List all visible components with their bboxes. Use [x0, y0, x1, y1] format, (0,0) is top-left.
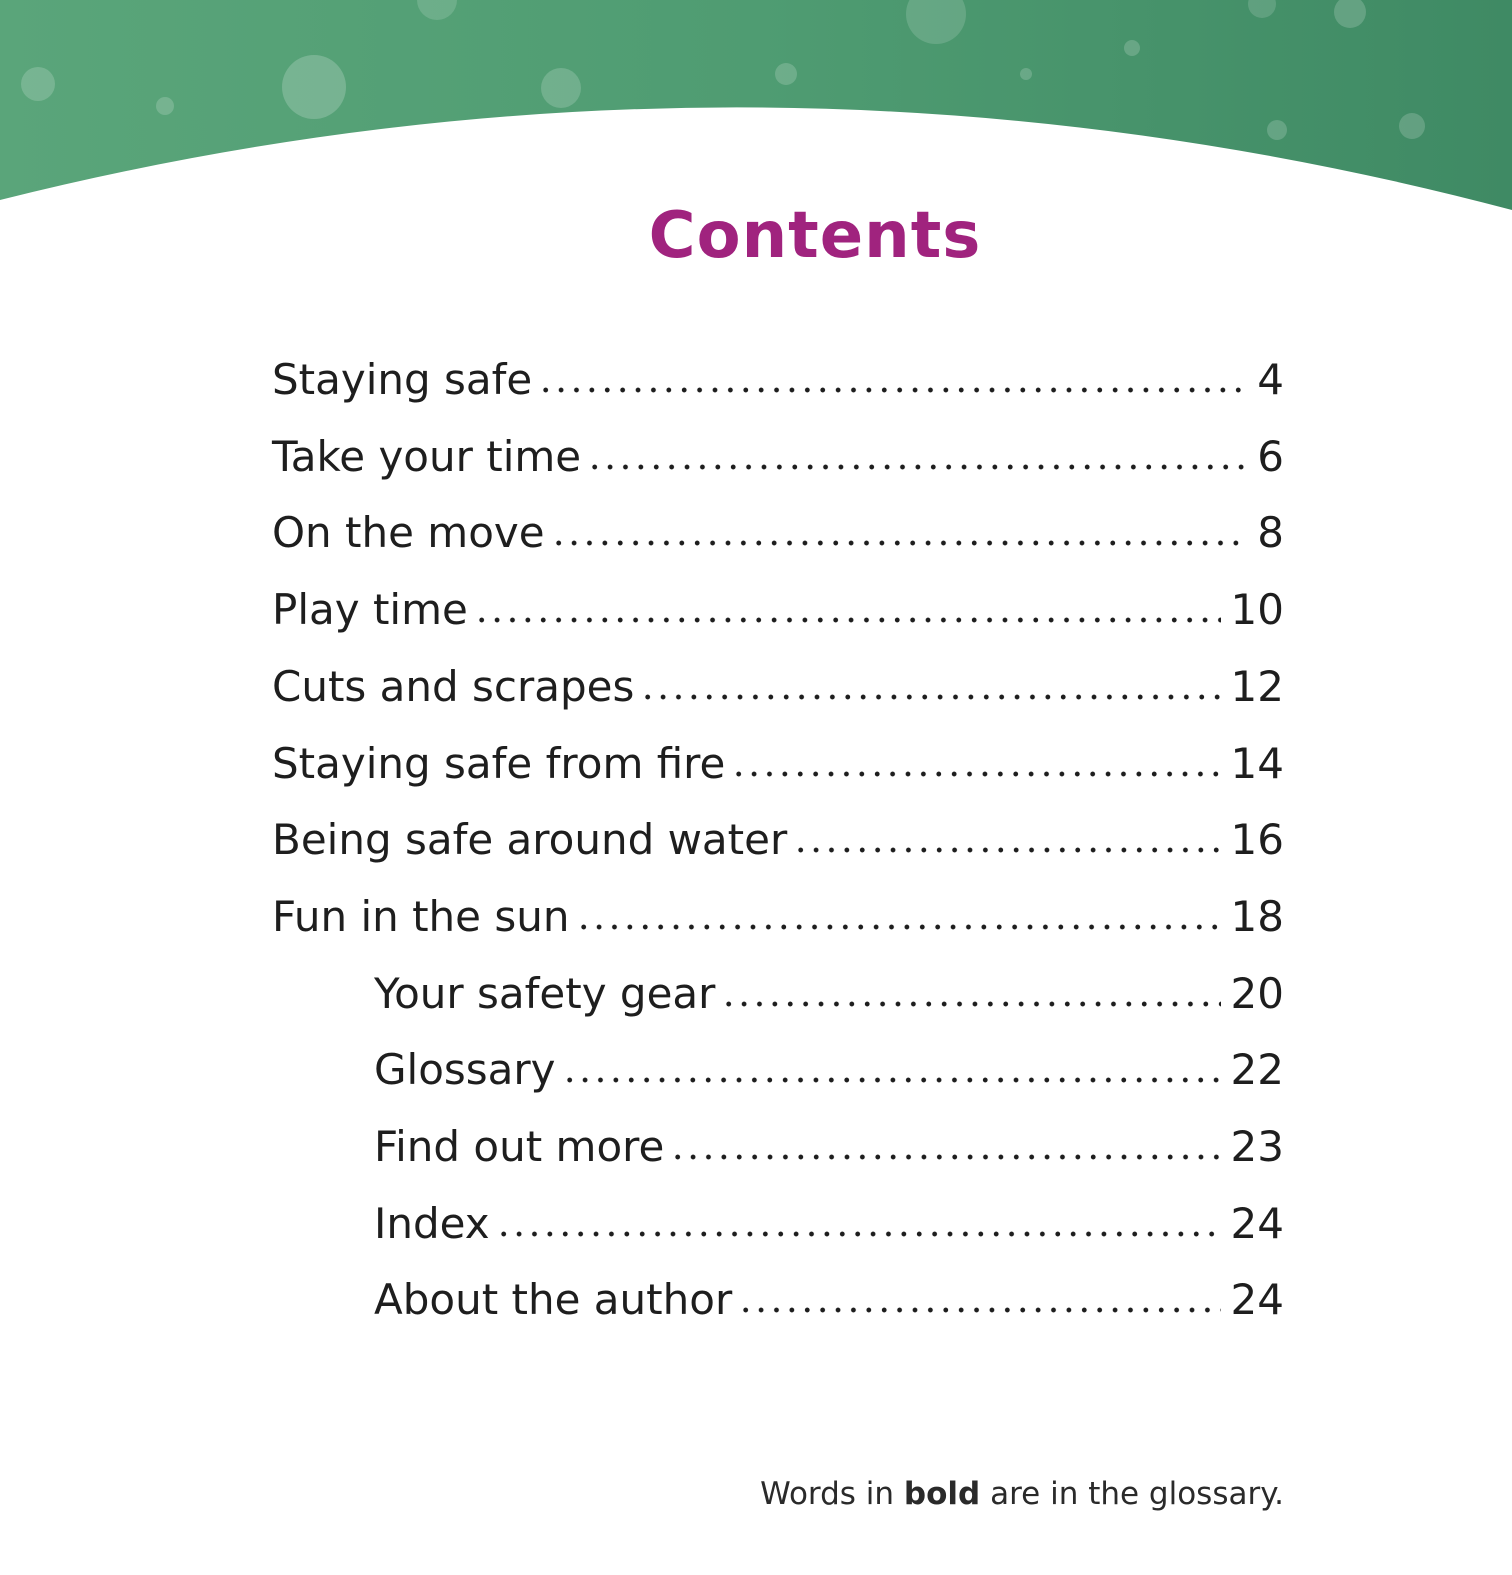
toc-entry-label: Staying safe from fire — [272, 739, 726, 788]
glossary-note-after: are in the glossary. — [980, 1476, 1284, 1512]
toc-entry — [374, 964, 1284, 1024]
toc-dot-leader — [587, 463, 1247, 471]
toc-entry-label: Play time — [272, 585, 468, 634]
toc-dot-leader — [551, 539, 1248, 547]
toc-dot-leader — [474, 616, 1221, 624]
toc-entry-label: Being safe around water — [272, 815, 788, 864]
toc-dot-leader — [738, 1306, 1220, 1314]
toc-entry-label: About the author — [374, 1275, 733, 1324]
toc-entry — [272, 887, 1284, 947]
toc-dot-leader — [496, 1230, 1221, 1238]
toc-dot-leader — [670, 1153, 1220, 1161]
toc-entry-label: Fun in the sun — [272, 892, 570, 941]
glossary-note-before: Words in — [760, 1476, 904, 1512]
toc-entry-page-number: 8 — [1257, 508, 1284, 557]
toc-entry-page-number: 12 — [1230, 662, 1284, 711]
toc-entry-label: On the move — [272, 508, 545, 557]
toc-entry-label: Find out more — [374, 1122, 665, 1171]
toc-entry-page-number: 22 — [1230, 1045, 1284, 1094]
toc-entry — [374, 1194, 1284, 1254]
toc-dot-leader — [538, 386, 1247, 394]
toc-entry-label: Take your time — [272, 432, 582, 481]
toc-entry-label: Glossary — [374, 1045, 556, 1094]
toc-entry-page-number: 24 — [1230, 1275, 1284, 1324]
toc-dot-leader — [576, 923, 1221, 931]
toc-entry — [272, 657, 1284, 717]
toc-entry-page-number: 24 — [1230, 1199, 1284, 1248]
toc-entry-page-number: 10 — [1230, 585, 1284, 634]
toc-entry-page-number: 4 — [1257, 355, 1284, 404]
page-title: Contents — [648, 199, 982, 273]
toc-dot-leader — [562, 1076, 1221, 1084]
toc-entry-page-number: 16 — [1230, 815, 1284, 864]
glossary-note — [760, 1472, 1284, 1516]
glossary-note-bold: bold — [903, 1476, 981, 1512]
toc-dot-leader — [640, 693, 1220, 701]
toc-entry — [374, 1117, 1284, 1177]
toc-entry-label: Cuts and scrapes — [272, 662, 635, 711]
toc-entry-label: Index — [374, 1199, 490, 1248]
toc-entry-label: Staying safe — [272, 355, 533, 404]
toc-entry-page-number: 18 — [1230, 892, 1284, 941]
toc-entry-page-number: 14 — [1230, 739, 1284, 788]
toc-entry-page-number: 6 — [1257, 432, 1284, 481]
toc-entry — [272, 427, 1284, 487]
toc-dot-leader — [731, 770, 1220, 778]
toc-entry — [272, 580, 1284, 640]
toc-entry — [272, 350, 1284, 410]
toc-entry — [374, 1270, 1284, 1330]
toc-entry — [272, 503, 1284, 563]
toc-entry — [272, 734, 1284, 794]
toc-entry-page-number: 20 — [1230, 969, 1284, 1018]
toc-entry-page-number: 23 — [1230, 1122, 1284, 1171]
toc-dot-leader — [721, 1000, 1220, 1008]
toc-dot-leader — [793, 846, 1220, 854]
toc-entry — [272, 810, 1284, 870]
toc-entry — [374, 1040, 1284, 1100]
toc-entry-label: Your safety gear — [374, 969, 716, 1018]
